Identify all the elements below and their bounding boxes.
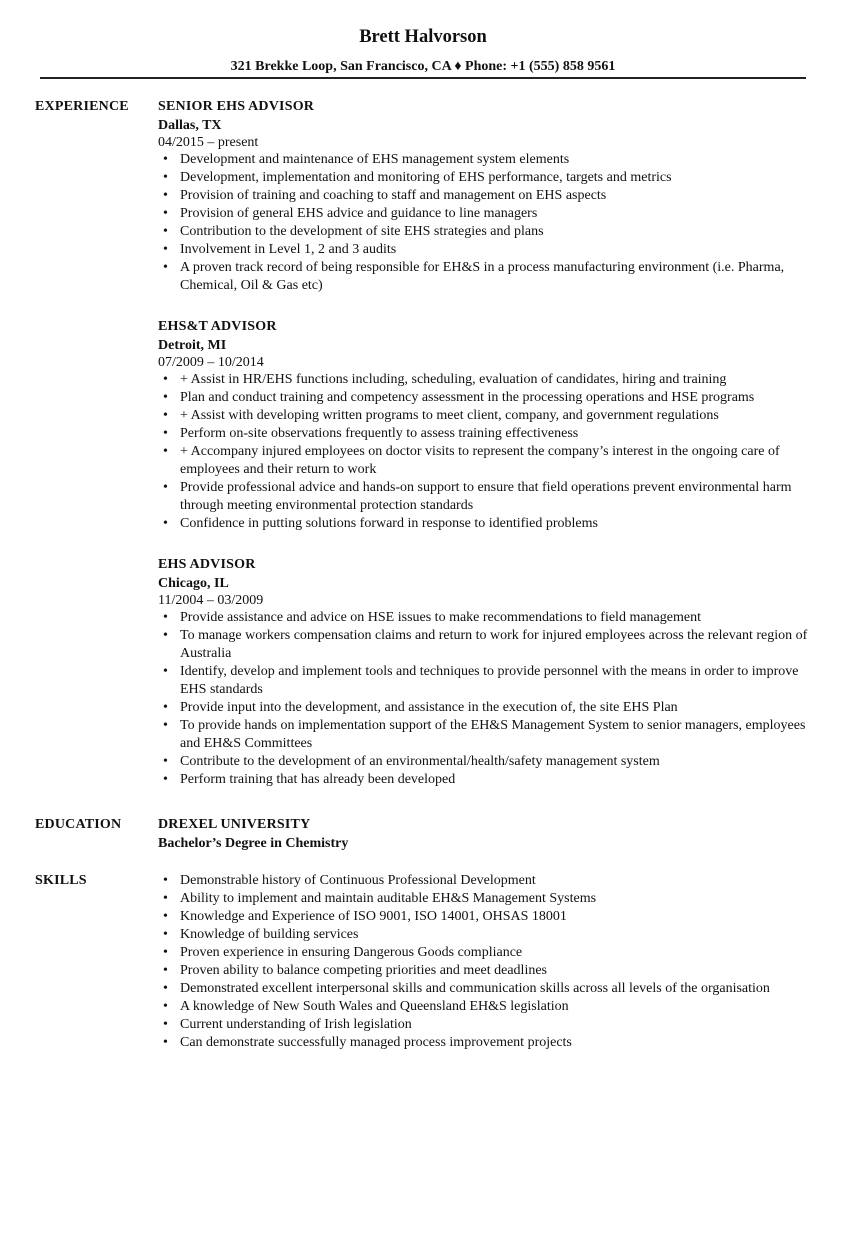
list-item: • + Assist with developing written programs to meet client, company, and government regulations [158, 407, 818, 425]
list-item: • To provide hands on implementation support of the EH&S Management System to senior managers, employees and EH&S Committees [158, 717, 818, 753]
list-item: • Can demonstrate successfully managed process improvement projects [158, 1034, 818, 1052]
degree: Bachelor’s Degree in Chemistry [158, 836, 349, 851]
list-item: • Proven ability to balance competing priorities and meet deadlines [158, 962, 818, 980]
job-dates: 11/2004 – 03/2009 [158, 593, 264, 608]
list-item: • Knowledge and Experience of ISO 9001, ISO 14001, OHSAS 18001 [158, 908, 818, 926]
list-item: • Perform training that has already been developed [158, 771, 818, 789]
candidate-name: Brett Halvorson [359, 27, 487, 47]
job-entry [158, 556, 818, 789]
job-entry [158, 318, 818, 533]
list-item: • A proven track record of being responsible for EH&S in a process manufacturing environment (i.e. Pharma, Chemical, Oil & Gas etc) [158, 259, 818, 295]
list-item: • Knowledge of building services [158, 926, 818, 944]
list-item: • Development, implementation and monitoring of EHS performance, targets and metrics [158, 169, 818, 187]
job-dates: 07/2009 – 10/2014 [158, 355, 264, 370]
list-item: • Demonstrable history of Continuous Professional Development [158, 872, 818, 890]
section-label-skills: SKILLS [35, 873, 87, 888]
job-location: Chicago, IL [158, 576, 229, 591]
list-item: • Provision of training and coaching to staff and management on EHS aspects [158, 187, 818, 205]
header-divider [40, 77, 806, 79]
skills-body [158, 872, 818, 1052]
section-label-education: EDUCATION [35, 817, 122, 832]
job-entry [158, 98, 818, 295]
list-item: • Identify, develop and implement tools and techniques to provide personnel with the means in order to improve EHS standards [158, 663, 818, 699]
list-item: • Contribution to the development of site EHS strategies and plans [158, 223, 818, 241]
list-item: • Demonstrated excellent interpersonal skills and communication skills across all levels of the organisation [158, 980, 818, 998]
skills-list [158, 872, 818, 1052]
list-item: • + Assist in HR/EHS functions including, scheduling, evaluation of candidates, hiring and training [158, 371, 818, 389]
list-item: • Perform on-site observations frequently to assess training effectiveness [158, 425, 818, 443]
job-title: EHS&T ADVISOR [158, 319, 277, 334]
resume-header [40, 26, 806, 76]
job-duties-list [158, 609, 818, 789]
list-item: • Involvement in Level 1, 2 and 3 audits [158, 241, 818, 259]
education-body [158, 816, 818, 853]
list-item: • Plan and conduct training and competency assessment in the processing operations and HSE programs [158, 389, 818, 407]
school-name: DREXEL UNIVERSITY [158, 817, 311, 832]
list-item: • Development and maintenance of EHS management system elements [158, 151, 818, 169]
job-title: SENIOR EHS ADVISOR [158, 99, 315, 114]
list-item: • Ability to implement and maintain auditable EH&S Management Systems [158, 890, 818, 908]
job-duties-list [158, 151, 818, 295]
list-item: • Current understanding of Irish legislation [158, 1016, 818, 1034]
list-item: • Provide professional advice and hands-on support to ensure that field operations prevent environmental harm through meeting environmental protection standards [158, 479, 818, 515]
job-title: EHS ADVISOR [158, 557, 256, 572]
list-item: • A knowledge of New South Wales and Queensland EH&S legislation [158, 998, 818, 1016]
experience-body [158, 98, 818, 812]
list-item: • To manage workers compensation claims and return to work for injured employees across the relevant region of Australia [158, 627, 818, 663]
job-location: Detroit, MI [158, 338, 227, 353]
section-label-experience: EXPERIENCE [35, 99, 129, 114]
list-item: • Contribute to the development of an environmental/health/safety management system [158, 753, 818, 771]
list-item: • Confidence in putting solutions forward in response to identified problems [158, 515, 818, 533]
list-item: • + Accompany injured employees on doctor visits to represent the company’s interest in the ongoing care of employees and their return to work [158, 443, 818, 479]
list-item: • Provide input into the development, and assistance in the execution of, the site EHS Plan [158, 699, 818, 717]
list-item: • Proven experience in ensuring Dangerous Goods compliance [158, 944, 818, 962]
list-item: • Provision of general EHS advice and guidance to line managers [158, 205, 818, 223]
job-duties-list [158, 371, 818, 533]
job-location: Dallas, TX [158, 118, 222, 133]
contact-line: 321 Brekke Loop, San Francisco, CA ♦ Phone: +1 (555) 858 9561 [230, 59, 616, 74]
job-dates: 04/2015 – present [158, 135, 259, 150]
list-item: • Provide assistance and advice on HSE issues to make recommendations to field management [158, 609, 818, 627]
